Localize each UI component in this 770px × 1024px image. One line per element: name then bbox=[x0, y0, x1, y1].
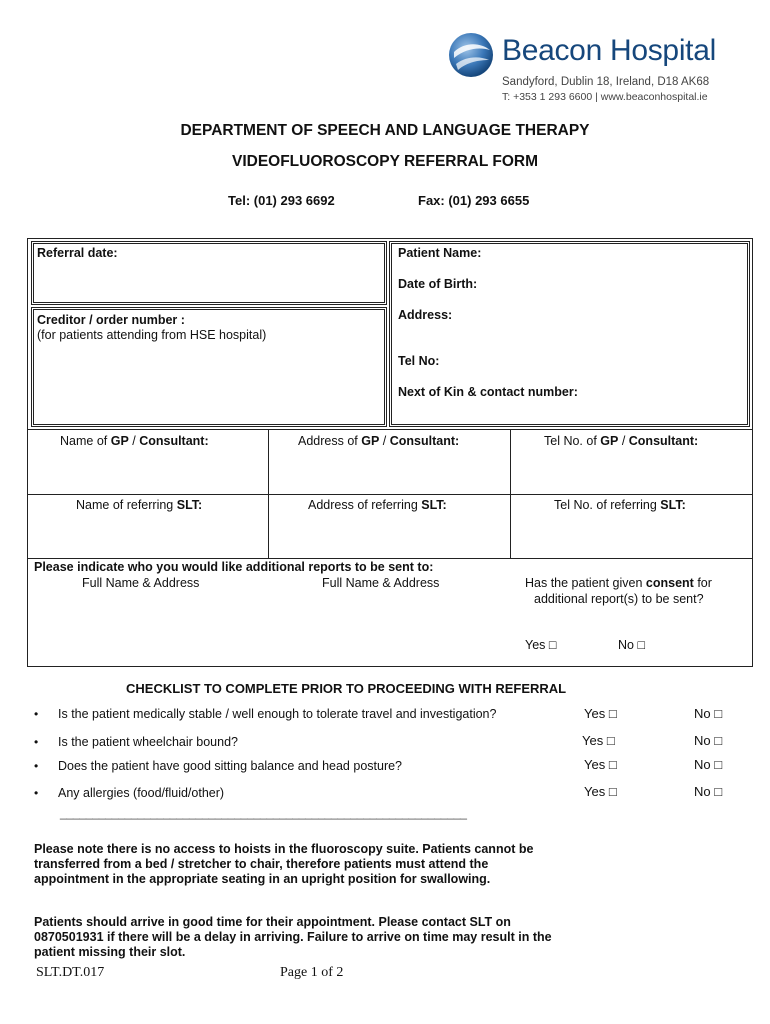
gp-name-cell[interactable]: Name of GP / Consultant: bbox=[60, 434, 209, 448]
hospital-address: Sandyford, Dublin 18, Ireland, D18 AK68 bbox=[502, 76, 710, 88]
grid-right-border bbox=[752, 430, 753, 667]
allergies-yes-checkbox[interactable]: Yes □ bbox=[584, 784, 617, 799]
bullet: • bbox=[34, 786, 39, 800]
logo-wordmark: Beacon Hospital bbox=[502, 34, 716, 67]
consent-no-checkbox[interactable]: No □ bbox=[618, 638, 646, 652]
bullet: • bbox=[34, 707, 39, 721]
patient-name-label: Patient Name: bbox=[398, 246, 482, 260]
next-of-kin-label: Next of Kin & contact number: bbox=[398, 385, 578, 399]
grid-row-line-1 bbox=[27, 494, 753, 495]
gp-tel-cell[interactable]: Tel No. of GP / Consultant: bbox=[544, 434, 699, 448]
consent-question: Has the patient given consent for bbox=[525, 576, 712, 590]
department-tel: Tel: (01) 293 6692 bbox=[228, 193, 335, 208]
reports-heading: Please indicate who you would like additional reports to be sent to: bbox=[34, 560, 434, 574]
checklist-q-sitting-balance: Does the patient have good sitting balance and head posture? bbox=[58, 759, 403, 773]
slt-tel-cell[interactable]: Tel No. of referring SLT: bbox=[554, 498, 686, 512]
slt-address-cell[interactable]: Address of referring SLT: bbox=[308, 498, 447, 512]
checklist-q-allergies: Any allergies (food/fluid/other) bbox=[58, 786, 225, 800]
document-code: SLT.DT.017 bbox=[36, 965, 105, 980]
form-title: VIDEOFLUOROSCOPY REFERRAL FORM bbox=[231, 153, 538, 170]
creditor-number-field[interactable] bbox=[31, 307, 387, 427]
medically-stable-yes-checkbox[interactable]: Yes □ bbox=[584, 706, 617, 721]
dob-label: Date of Birth: bbox=[398, 277, 478, 291]
sitting-balance-yes-checkbox[interactable]: Yes □ bbox=[584, 757, 617, 772]
creditor-note: (for patients attending from HSE hospital) bbox=[37, 328, 267, 342]
bullet: • bbox=[34, 759, 39, 773]
grid-left-border bbox=[27, 430, 28, 667]
arrival-note: Patients should arrive in good time for their appointment. Please contact SLT on 0870501931 if there will be a delay in arriving. Failure to arrive on time may result in the patient missing their slot. bbox=[34, 915, 552, 959]
address-label: Address: bbox=[398, 308, 453, 322]
beacon-logo-icon bbox=[446, 30, 496, 80]
gp-address-cell[interactable]: Address of GP / Consultant: bbox=[298, 434, 460, 448]
bullet: • bbox=[34, 735, 39, 749]
sitting-balance-no-checkbox[interactable]: No □ bbox=[694, 757, 723, 772]
creditor-label: Creditor / order number : bbox=[37, 313, 185, 327]
wheelchair-yes-checkbox[interactable]: Yes □ bbox=[582, 733, 615, 748]
consent-question-line2: additional report(s) to be sent? bbox=[534, 592, 704, 606]
referral-date-label: Referral date: bbox=[37, 246, 118, 260]
grid-bottom-line bbox=[27, 666, 753, 667]
checklist-heading: CHECKLIST TO COMPLETE PRIOR TO PROCEEDING WITH REFERRAL bbox=[126, 681, 567, 696]
divider-line: _______________________________________________________________ bbox=[60, 806, 467, 820]
grid-row-line-2 bbox=[27, 558, 753, 559]
tel-no-label: Tel No: bbox=[398, 354, 440, 368]
checklist-q-medically-stable: Is the patient medically stable / well enough to tolerate travel and investigation? bbox=[58, 707, 497, 721]
medically-stable-no-checkbox[interactable]: No □ bbox=[694, 706, 723, 721]
wheelchair-no-checkbox[interactable]: No □ bbox=[694, 733, 723, 748]
patient-info-field[interactable] bbox=[389, 241, 750, 427]
report-recipient-1[interactable]: Full Name & Address bbox=[82, 576, 200, 590]
department-fax: Fax: (01) 293 6655 bbox=[418, 193, 530, 208]
hospital-contact: T: +353 1 293 6600 | www.beaconhospital.ie bbox=[502, 91, 708, 103]
referral-date-field[interactable] bbox=[31, 241, 387, 305]
hoist-note: Please note there is no access to hoists in the fluoroscopy suite. Patients cannot be transferred from a bed / stretcher to chair, therefore patients must attend the appointment in the appropriate seating in an upright position for swallowing. bbox=[34, 842, 534, 886]
slt-name-cell[interactable]: Name of referring SLT: bbox=[76, 498, 203, 512]
page-number: Page 1 of 2 bbox=[280, 965, 344, 980]
consent-yes-checkbox[interactable]: Yes □ bbox=[525, 638, 557, 652]
allergies-no-checkbox[interactable]: No □ bbox=[694, 784, 723, 799]
department-heading: DEPARTMENT OF SPEECH AND LANGUAGE THERAPY bbox=[180, 122, 590, 139]
checklist-q-wheelchair: Is the patient wheelchair bound? bbox=[58, 735, 238, 749]
report-recipient-2[interactable]: Full Name & Address bbox=[322, 576, 440, 590]
